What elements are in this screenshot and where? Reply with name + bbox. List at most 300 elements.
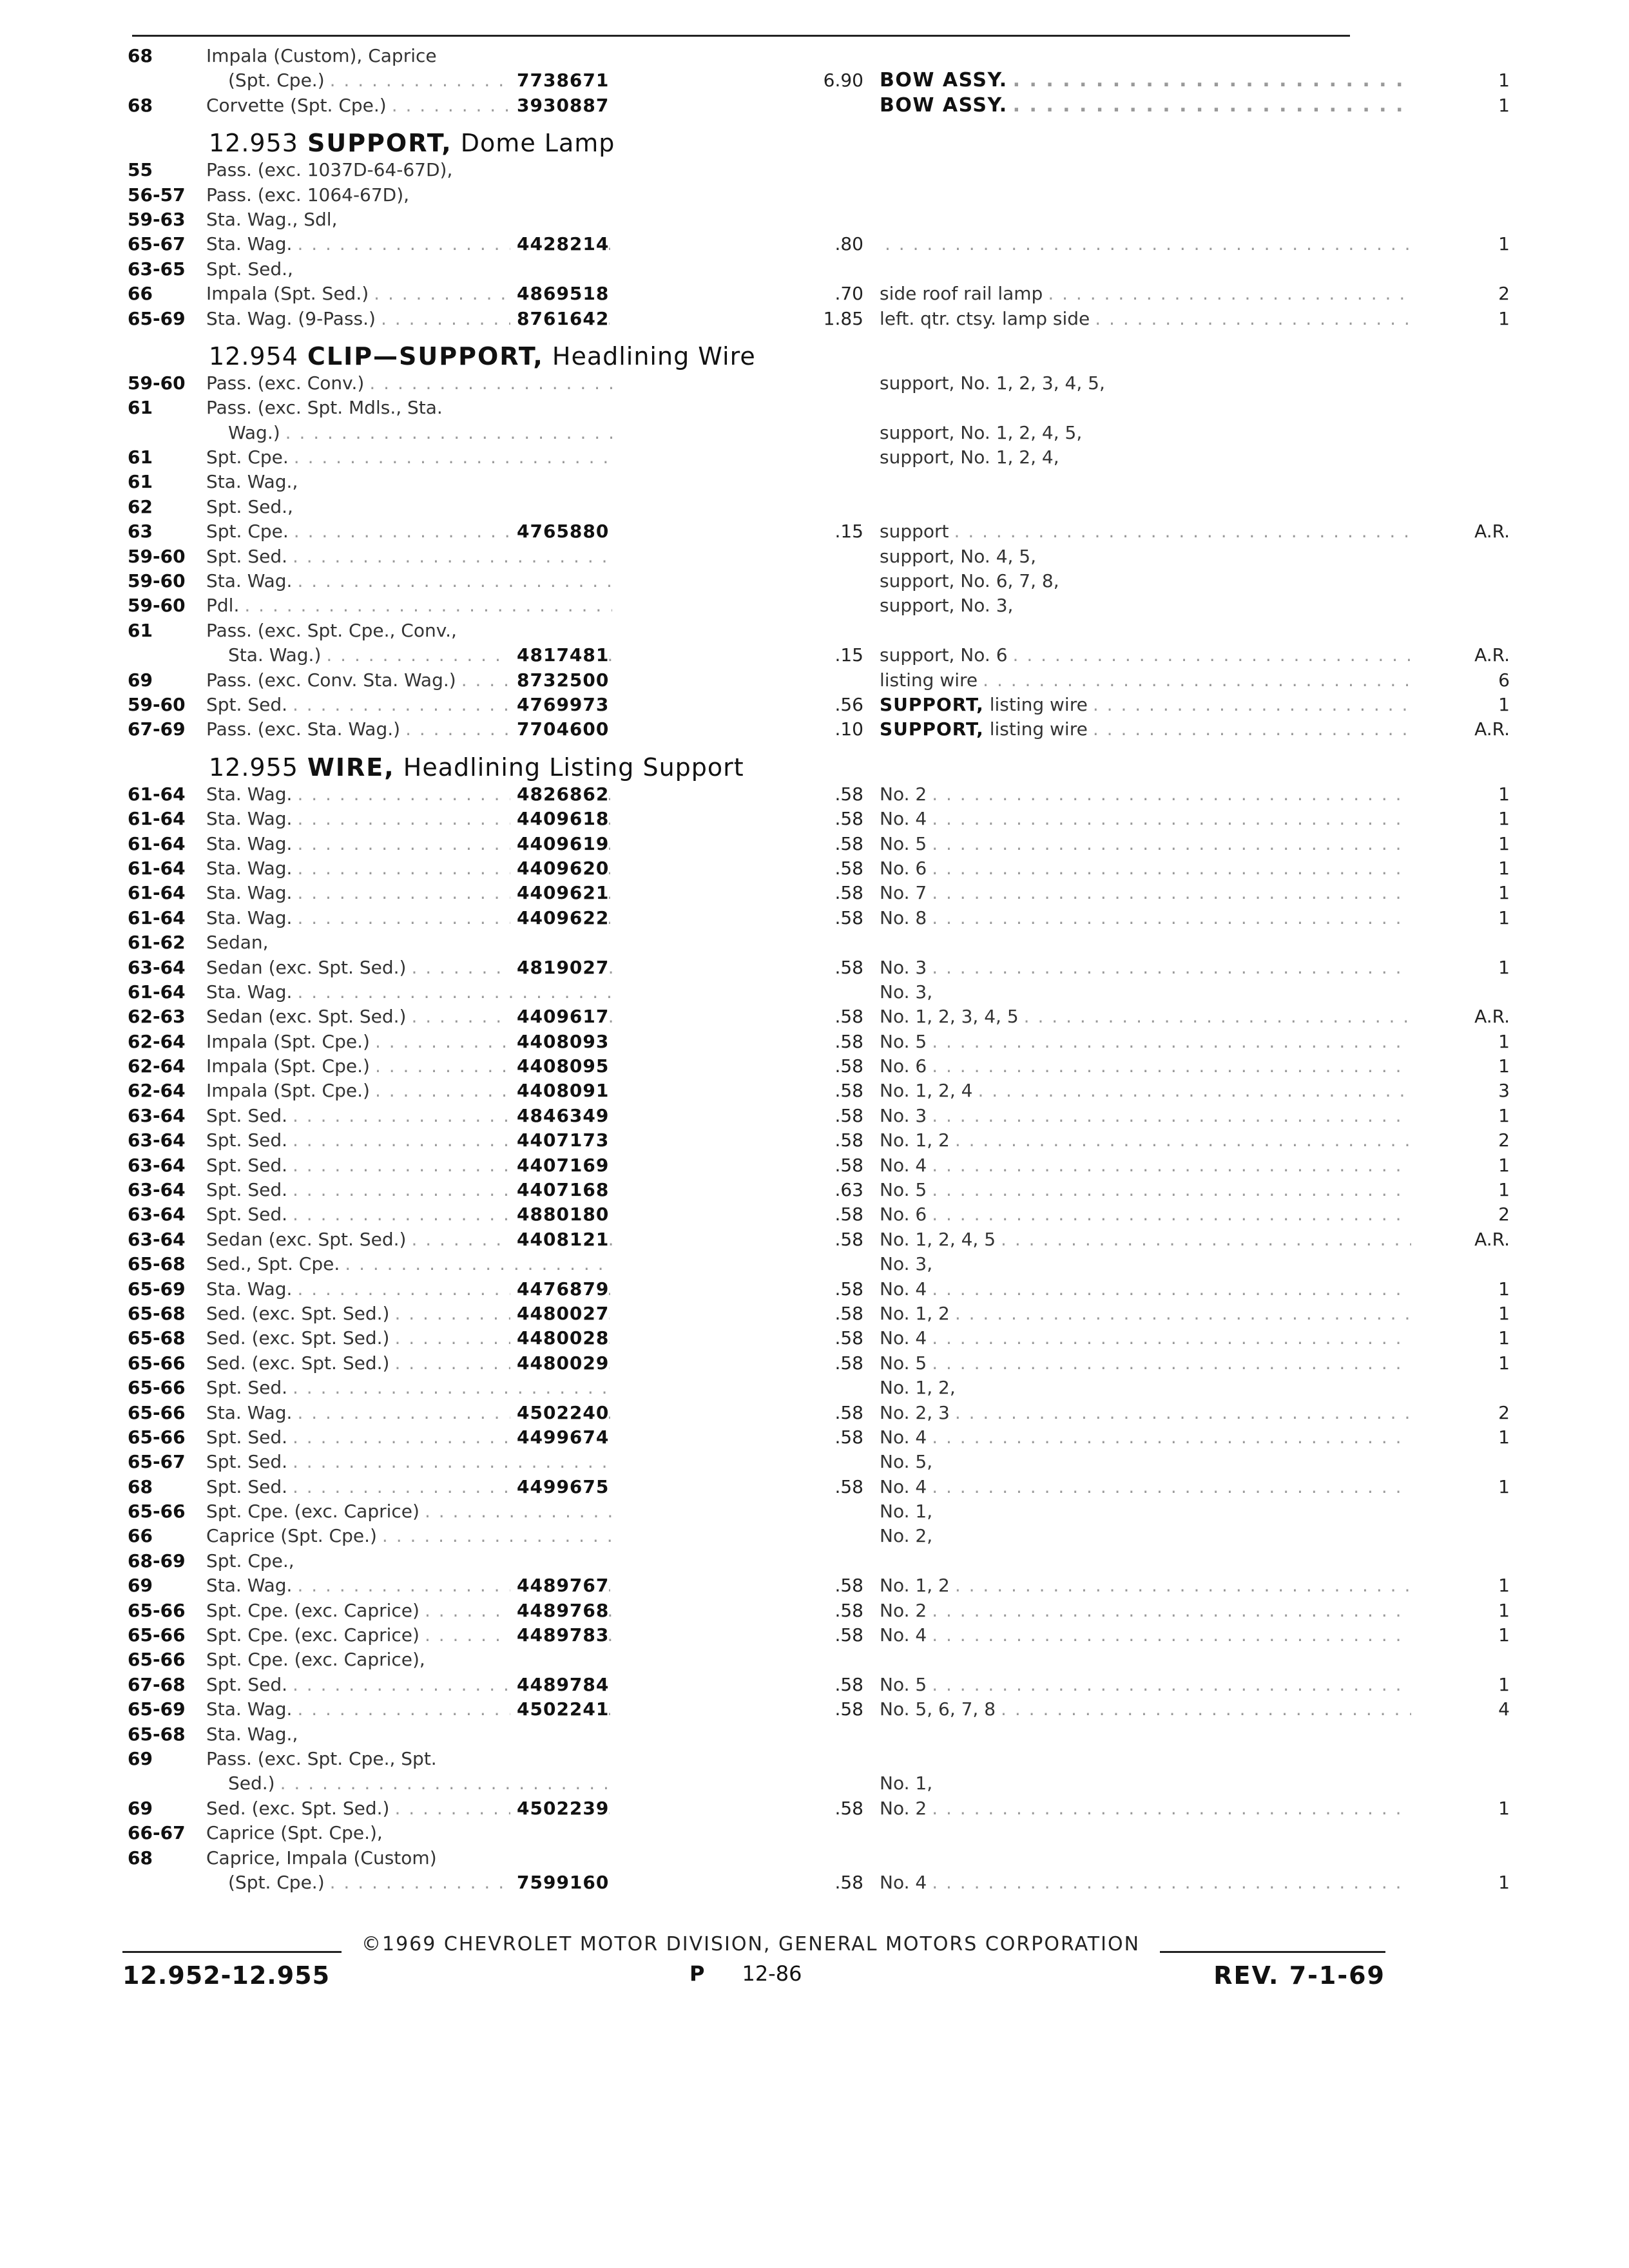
parts-row <box>122 643 1510 668</box>
quantity: 2 <box>1411 282 1510 306</box>
part-number: 4480029 <box>510 1351 609 1376</box>
parts-row <box>122 1252 1398 1276</box>
quantity: 1 <box>1411 956 1510 980</box>
parts-row <box>122 1153 1510 1178</box>
list-price: .58 <box>834 857 863 879</box>
parts-row <box>122 1004 1510 1029</box>
model-years: 62-64 <box>128 1030 186 1052</box>
model-years: 61-64 <box>128 832 186 854</box>
model-years: 65-67 <box>128 233 186 255</box>
list-price: .58 <box>834 1624 863 1646</box>
part-description: No. 5 . . . <box>880 1673 1482 1697</box>
part-number: 4409622 <box>510 906 609 930</box>
list-price: .58 <box>834 1104 863 1126</box>
section-subtitle: Headlining Listing Support <box>403 753 744 782</box>
model-description: Caprice, Impala (Custom) <box>206 1847 437 1869</box>
part-description: No. 2 . . . <box>880 782 1482 807</box>
parts-row <box>122 980 1398 1004</box>
quantity: 1 <box>1411 1425 1510 1450</box>
model-years: 65-67 <box>128 1451 186 1473</box>
model-years: 68 <box>128 1847 153 1869</box>
list-price: .58 <box>834 783 863 805</box>
model-years: 66-67 <box>128 1822 186 1844</box>
model-description: Impala (Spt. Cpe.) . . . <box>206 1030 612 1054</box>
list-price: .58 <box>834 1797 863 1819</box>
model-years: 63-64 <box>128 1179 186 1201</box>
part-description: listing wire . . . <box>880 668 1482 693</box>
model-years: 63-64 <box>128 1154 186 1176</box>
parts-row <box>122 470 1398 494</box>
parts-row <box>122 207 1398 232</box>
model-description: Spt. Cpe. (exc. Caprice) . . . <box>206 1499 612 1524</box>
parts-row <box>122 1277 1510 1302</box>
part-description: No. 2 . . . <box>880 1599 1482 1623</box>
model-years: 61 <box>128 471 153 493</box>
list-price: .58 <box>834 1006 863 1028</box>
model-description: Sta. Wag.) . . . <box>206 643 612 668</box>
part-number: 4489784 <box>510 1673 609 1697</box>
quantity: A.R. <box>1411 519 1510 544</box>
model-years: 59-63 <box>128 208 186 230</box>
section-number: 12.955 <box>209 753 298 782</box>
parts-row <box>122 1054 1510 1079</box>
model-years: 68 <box>128 94 153 116</box>
part-description <box>880 183 1482 207</box>
part-number: 8761642 <box>510 307 609 331</box>
part-description: No. 4 . . . <box>880 1623 1482 1648</box>
list-price: .58 <box>834 832 863 854</box>
parts-row <box>122 1030 1510 1054</box>
model-description: Spt. Sed. . . . <box>206 1104 612 1128</box>
part-description: No. 1, 2, <box>880 1377 956 1399</box>
quantity: 1 <box>1411 68 1510 93</box>
parts-row <box>122 593 1398 618</box>
model-description: Sedan (exc. Spt. Sed.) . . . <box>206 956 612 980</box>
parts-row <box>122 1722 1398 1747</box>
quantity: A.R. <box>1411 717 1510 742</box>
model-description: Pass. (exc. 1037D-64-67D), <box>206 159 453 181</box>
model-description: Sta. Wag. (9-Pass.) . . . <box>206 307 612 331</box>
list-price: .10 <box>834 718 863 740</box>
quantity: 1 <box>1411 1153 1510 1178</box>
model-description: Caprice (Spt. Cpe.) . . . <box>206 1524 612 1548</box>
model-years: 67-69 <box>128 718 186 740</box>
model-description: Sta. Wag. . . . <box>206 856 612 881</box>
part-description: No. 1, 2, 3, 4, 5 . . . <box>880 1004 1482 1029</box>
parts-row <box>122 668 1510 693</box>
part-description: No. 1, 2, 4 . . . <box>880 1079 1482 1103</box>
model-years: 63-64 <box>128 1228 186 1250</box>
model-years: 61-64 <box>128 981 186 1003</box>
model-description: Sed. (exc. Spt. Sed.) . . . <box>206 1796 612 1821</box>
part-description: No. 4 . . . <box>880 1326 1482 1350</box>
part-description <box>880 619 1482 643</box>
part-description: No. 4 . . . <box>880 1277 1482 1302</box>
part-description: No. 5 . . . <box>880 1351 1482 1376</box>
model-description: Sed.) . . . <box>206 1771 612 1796</box>
part-description: No. 6 . . . <box>880 1054 1482 1079</box>
quantity: 1 <box>1411 1030 1510 1054</box>
model-description: Spt. Sed. . . . <box>206 1178 612 1202</box>
parts-row <box>122 257 1398 282</box>
model-years: 62-64 <box>128 1055 186 1077</box>
part-description: No. 7 . . . <box>880 881 1482 905</box>
part-number: 4409618 <box>510 807 609 831</box>
parts-row <box>122 1128 1510 1153</box>
quantity: 1 <box>1411 1277 1510 1302</box>
quantity: A.R. <box>1411 1227 1510 1252</box>
quantity: 1 <box>1411 1623 1510 1648</box>
parts-row <box>122 1796 1510 1821</box>
parts-row <box>122 1599 1510 1623</box>
model-years: 61-62 <box>128 932 186 954</box>
quantity: 1 <box>1411 1573 1510 1598</box>
model-years: 65-66 <box>128 1377 186 1399</box>
part-number: 4826862 <box>510 782 609 807</box>
part-number: 4480028 <box>510 1326 609 1350</box>
part-description <box>880 1821 1482 1845</box>
part-number: 4846349 <box>510 1104 609 1128</box>
part-description: No. 5 . . . <box>880 832 1482 856</box>
list-price: .58 <box>834 1698 863 1720</box>
model-description: Spt. Cpe. . . . <box>206 519 612 544</box>
part-description-text: listing wire <box>989 693 1088 715</box>
model-description: Sta. Wag., <box>206 471 298 493</box>
part-description: No. 1, 2 . . . <box>880 1302 1482 1326</box>
quantity: 1 <box>1411 807 1510 831</box>
parts-row <box>122 1425 1510 1450</box>
model-description: Sta. Wag. . . . <box>206 881 612 905</box>
part-description: No. 1, 2 . . . <box>880 1573 1482 1598</box>
model-years: 62-63 <box>128 1006 186 1028</box>
list-price: .58 <box>834 1204 863 1225</box>
list-price: .58 <box>834 1228 863 1250</box>
quantity: 6 <box>1411 668 1510 693</box>
section-subtitle: Headlining Wire <box>552 341 756 370</box>
section-title: WIRE, <box>307 753 395 782</box>
quantity: 1 <box>1411 881 1510 905</box>
part-description <box>880 470 1482 494</box>
part-number: 4765880 <box>510 519 609 544</box>
part-description: No. 2 . . . <box>880 1796 1482 1821</box>
quantity: 1 <box>1411 1599 1510 1623</box>
section-heading <box>122 742 1398 782</box>
model-years: 65-69 <box>128 1698 186 1720</box>
parts-row <box>122 956 1510 980</box>
parts-row <box>122 1401 1510 1425</box>
model-description: Sed. (exc. Spt. Sed.) . . . <box>206 1302 612 1326</box>
parts-row <box>122 1673 1510 1697</box>
parts-row <box>122 1846 1398 1870</box>
page-id <box>689 1961 802 1986</box>
model-description: Sta. Wag. . . . <box>206 1277 612 1302</box>
parts-row <box>122 371 1398 396</box>
parts-row <box>122 307 1510 331</box>
copyright-text: ©1969 CHEVROLET MOTOR DIVISION, GENERAL MOTORS CORPORATION <box>361 1933 1141 1956</box>
parts-row <box>122 183 1398 207</box>
part-number: 4489768 <box>510 1599 609 1623</box>
model-description: Spt. Sed. . . . <box>206 1425 612 1450</box>
list-price: .58 <box>834 1352 863 1374</box>
parts-row <box>122 807 1510 831</box>
parts-row <box>122 1771 1398 1796</box>
model-description: Sta. Wag. . . . <box>206 1401 612 1425</box>
model-description: Spt. Sed. . . . <box>206 1128 612 1153</box>
list-price: .58 <box>834 1154 863 1176</box>
model-description: Caprice (Spt. Cpe.), <box>206 1822 383 1844</box>
part-description: No. 4 . . . <box>880 1870 1482 1895</box>
part-description: No. 5, <box>880 1451 933 1473</box>
model-years: 62-64 <box>128 1080 186 1102</box>
list-price: .58 <box>834 1080 863 1102</box>
model-years: 65-66 <box>128 1501 186 1523</box>
model-description: Pdl. . . . <box>206 593 612 618</box>
part-number: 4880180 <box>510 1202 609 1227</box>
model-description: Spt. Cpe. . . . <box>206 445 612 470</box>
part-description: No. 3 . . . <box>880 956 1482 980</box>
part-description: BOW ASSY. . . . <box>880 93 1482 118</box>
quantity: 1 <box>1411 832 1510 856</box>
model-years: 66 <box>128 283 153 305</box>
section-title: CLIP—SUPPORT, <box>307 341 544 370</box>
model-years: 61-64 <box>128 808 186 830</box>
model-years: 65-66 <box>128 1352 186 1374</box>
part-description <box>880 1846 1482 1870</box>
model-description: Impala (Spt. Cpe.) . . . <box>206 1079 612 1103</box>
quantity: 1 <box>1411 782 1510 807</box>
quantity: 2 <box>1411 1202 1510 1227</box>
list-price: .63 <box>834 1179 863 1201</box>
parts-row <box>122 856 1510 881</box>
quantity: 1 <box>1411 1326 1510 1350</box>
model-description: Sed., Spt. Cpe. . . . <box>206 1252 612 1276</box>
model-years: 61-64 <box>128 857 186 879</box>
part-description: No. 1, <box>880 1501 933 1523</box>
list-price: .58 <box>834 1871 863 1893</box>
part-number: 4476879 <box>510 1277 609 1302</box>
list-price: .58 <box>834 808 863 830</box>
parts-row <box>122 906 1510 930</box>
part-number: 4502239 <box>510 1796 609 1821</box>
model-years: 61 <box>128 619 153 641</box>
part-description <box>880 44 1482 68</box>
model-years: 69 <box>128 1575 153 1597</box>
model-years: 65-66 <box>128 1401 186 1423</box>
part-description: support, No. 3, <box>880 595 1014 617</box>
parts-row <box>122 421 1398 445</box>
list-price: .58 <box>834 1575 863 1597</box>
list-price: .58 <box>834 1475 863 1497</box>
part-description: No. 4 . . . <box>880 807 1482 831</box>
part-description: support, No. 6 . . . <box>880 643 1482 668</box>
parts-row <box>122 1326 1510 1350</box>
model-years: 65-68 <box>128 1723 186 1745</box>
model-years: 63-64 <box>128 1204 186 1225</box>
model-years: 63-64 <box>128 1129 186 1151</box>
part-description: support . . . <box>880 519 1482 544</box>
part-description: side roof rail lamp . . . <box>880 282 1482 306</box>
model-description: Pass. (exc. Conv. Sta. Wag.) . . . <box>206 668 612 693</box>
part-number: 4409619 <box>510 832 609 856</box>
model-years: 59-60 <box>128 693 186 715</box>
list-price: .58 <box>834 882 863 904</box>
part-number: 4869518 <box>510 282 609 306</box>
model-years: 65-69 <box>128 1278 186 1300</box>
model-description: Spt. Sed. . . . <box>206 1673 612 1697</box>
parts-row <box>122 693 1510 717</box>
model-description: Pass. (exc. Spt. Cpe., Spt. <box>206 1748 437 1769</box>
section-title: SUPPORT, <box>307 129 452 158</box>
parts-row <box>122 1573 1510 1598</box>
parts-row <box>122 1747 1398 1771</box>
model-years: 61-64 <box>128 783 186 805</box>
part-description: No. 2, <box>880 1525 933 1547</box>
part-description: No. 1, 2, 4, 5 . . . <box>880 1227 1482 1252</box>
part-description <box>880 1747 1482 1771</box>
part-description <box>880 232 1482 256</box>
model-description: Sta. Wag. . . . <box>206 1697 612 1722</box>
part-number: 4769973 <box>510 693 609 717</box>
part-number: 4407173 <box>510 1128 609 1153</box>
model-description: Sta. Wag. . . . <box>206 906 612 930</box>
model-years: 62 <box>128 495 153 517</box>
model-description: Spt. Sed., <box>206 258 293 280</box>
parts-row <box>122 68 1510 93</box>
section-heading <box>122 118 1398 158</box>
part-number: 4407168 <box>510 1178 609 1202</box>
model-years: 56-57 <box>128 184 186 206</box>
part-description: No. 4 . . . <box>880 1475 1482 1499</box>
model-description: Pass. (exc. 1064-67D), <box>206 184 410 206</box>
quantity: 1 <box>1411 93 1510 118</box>
part-description: support, No. 1, 2, 4, <box>880 447 1059 468</box>
model-description: Sta. Wag. . . . <box>206 782 612 807</box>
part-number: 4408121 <box>510 1227 609 1252</box>
model-description: Corvette (Spt. Cpe.) . . . <box>206 93 612 118</box>
part-description: No. 6 . . . <box>880 1202 1482 1227</box>
parts-row <box>122 1079 1510 1103</box>
model-years: 61 <box>128 397 153 419</box>
parts-row <box>122 1227 1510 1252</box>
part-number: 4502241 <box>510 1697 609 1722</box>
model-years: 68-69 <box>128 1550 186 1571</box>
model-years: 59-60 <box>128 595 186 617</box>
model-description: Sta. Wag. . . . <box>206 832 612 856</box>
quantity: 1 <box>1411 906 1510 930</box>
model-description: Sta. Wag., Sdl, <box>206 208 338 230</box>
list-price: .15 <box>834 644 863 666</box>
model-years: 63 <box>128 521 153 543</box>
list-price: .58 <box>834 1426 863 1448</box>
parts-row <box>122 1499 1398 1524</box>
model-description: Spt. Sed., <box>206 495 293 517</box>
model-description: Sedan, <box>206 932 269 954</box>
section-number: 12.953 <box>209 129 298 158</box>
parts-row <box>122 1450 1398 1474</box>
model-years: 65-66 <box>128 1426 186 1448</box>
part-description: left. qtr. ctsy. lamp side . . . <box>880 307 1482 331</box>
parts-row <box>122 930 1398 955</box>
part-description: support, No. 1, 2, 4, 5, <box>880 421 1083 443</box>
parts-row <box>122 881 1510 905</box>
model-description: Sta. Wag., <box>206 1723 298 1745</box>
model-description: Sta. Wag. . . . <box>206 232 612 256</box>
part-description <box>880 396 1482 420</box>
model-description: Sta. Wag. . . . <box>206 569 612 593</box>
parts-row <box>122 1351 1510 1376</box>
parts-row <box>122 1697 1510 1722</box>
part-description: No. 5 . . . <box>880 1030 1482 1054</box>
model-description: Impala (Spt. Sed.) . . . <box>206 282 612 306</box>
model-description: Wag.) . . . <box>206 421 612 445</box>
part-description <box>880 207 1482 232</box>
model-years: 67-68 <box>128 1673 186 1695</box>
part-description: No. 2, 3 . . . <box>880 1401 1482 1425</box>
copyright-line <box>122 1933 1385 1959</box>
list-price: .58 <box>834 1673 863 1695</box>
model-description: Pass. (exc. Spt. Cpe., Conv., <box>206 619 457 641</box>
list-price: .15 <box>834 521 863 543</box>
parts-row <box>122 1178 1510 1202</box>
part-description-bold: SUPPORT, <box>880 718 984 740</box>
model-description: Spt. Cpe. (exc. Caprice), <box>206 1649 425 1671</box>
model-description: Pass. (exc. Conv.) . . . <box>206 371 612 396</box>
footer-info-row <box>122 1961 1385 1992</box>
parts-row <box>122 158 1398 182</box>
list-price: .58 <box>834 1030 863 1052</box>
footer-rule-left <box>122 1951 342 1953</box>
quantity: 1 <box>1411 1054 1510 1079</box>
top-rule <box>132 35 1350 37</box>
quantity: 1 <box>1411 1673 1510 1697</box>
parts-row <box>122 1623 1510 1648</box>
part-number: 4819027 <box>510 956 609 980</box>
model-years: 61 <box>128 447 153 468</box>
parts-row <box>122 44 1398 68</box>
parts-row <box>122 1870 1510 1895</box>
parts-row <box>122 396 1398 420</box>
part-description: BOW ASSY. . . . <box>880 68 1482 93</box>
parts-row <box>122 282 1510 306</box>
model-years: 68 <box>128 1475 153 1497</box>
part-number: 4408091 <box>510 1079 609 1103</box>
part-description <box>880 717 1482 742</box>
part-number: 7738671 <box>510 68 609 93</box>
model-description: Spt. Cpe., <box>206 1550 294 1571</box>
model-description: Impala (Custom), Caprice <box>206 45 437 66</box>
part-description <box>880 495 1482 519</box>
list-price: 6.90 <box>823 70 863 91</box>
part-description-text: listing wire <box>989 718 1088 740</box>
model-description: Sedan (exc. Spt. Sed.) . . . <box>206 1004 612 1029</box>
parts-row <box>122 782 1510 807</box>
parts-row <box>122 1524 1398 1548</box>
part-number: 4428214 <box>510 232 609 256</box>
list-price: .56 <box>834 693 863 715</box>
model-description: Pass. (exc. Spt. Mdls., Sta. <box>206 397 443 419</box>
part-description: No. 4 . . . <box>880 1425 1482 1450</box>
section-number: 12.954 <box>209 341 298 370</box>
model-description: Spt. Sed. . . . <box>206 1450 612 1474</box>
model-description: Spt. Sed. . . . <box>206 1202 612 1227</box>
list-price: .58 <box>834 1302 863 1324</box>
model-description: Impala (Spt. Cpe.) . . . <box>206 1054 612 1079</box>
model-years: 63-64 <box>128 956 186 978</box>
model-description: Sta. Wag. . . . <box>206 980 612 1004</box>
part-number: 4409621 <box>510 881 609 905</box>
model-years: 59-60 <box>128 570 186 592</box>
parts-row <box>122 519 1510 544</box>
